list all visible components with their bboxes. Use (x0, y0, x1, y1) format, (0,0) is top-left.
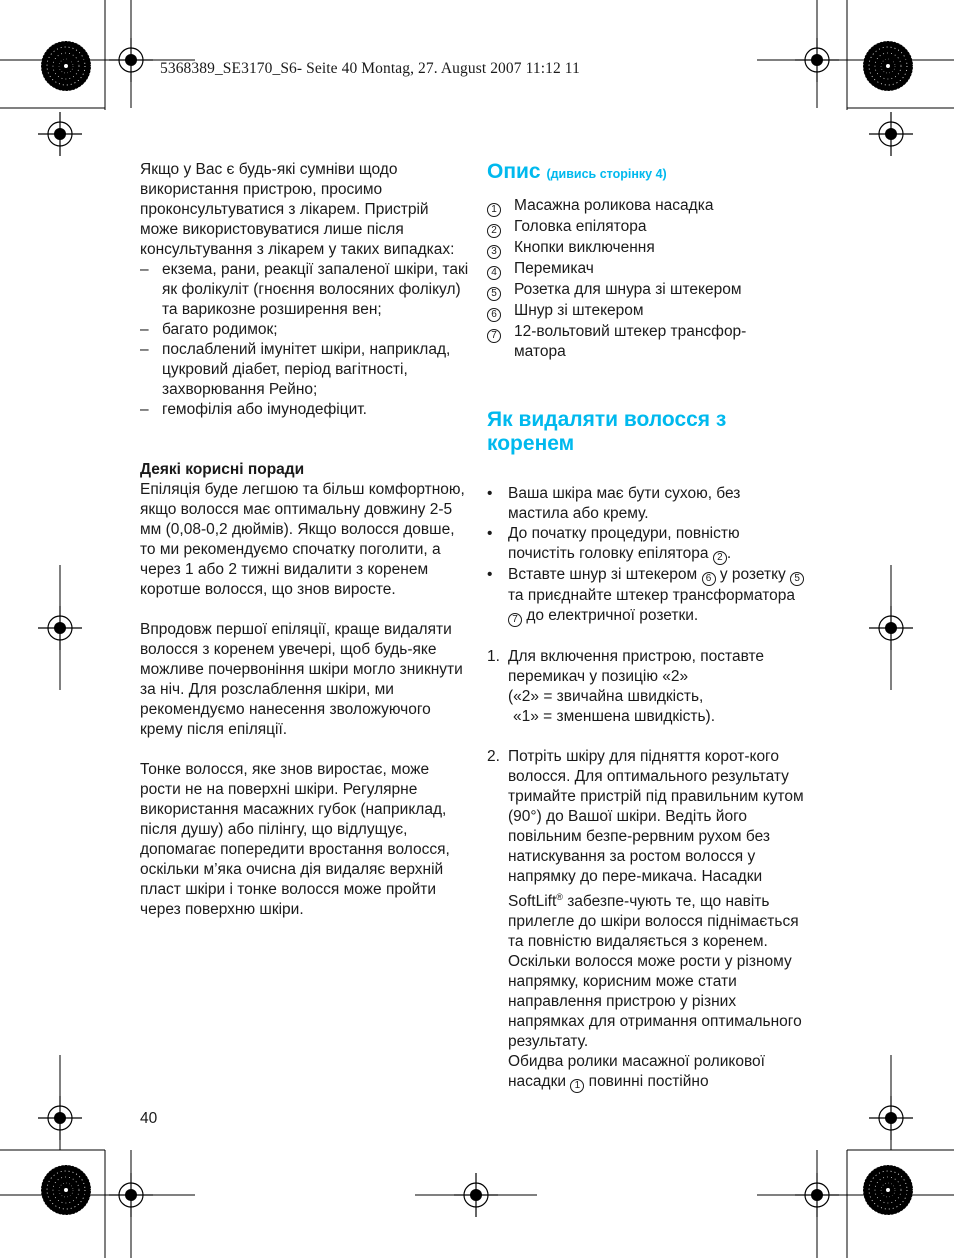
part-number: 1 (487, 203, 501, 217)
part-label: Перемикач (514, 260, 594, 277)
prep-text-part: у розетку (719, 566, 786, 583)
step-text-part: повинні постійно (588, 1073, 709, 1091)
step-number: 2. (487, 748, 500, 765)
part-label: Розетка для шнура зі штекером (514, 281, 742, 298)
prep-text-end: . (726, 545, 732, 562)
part-number: 6 (487, 308, 501, 322)
step-number: 1. (487, 648, 500, 665)
registration-star-icon (863, 1165, 913, 1215)
part-item (487, 196, 817, 217)
registration-star-icon (863, 41, 913, 91)
ref-number: 1 (570, 1079, 584, 1093)
part-item (487, 217, 817, 238)
crosshair-icon (38, 112, 82, 156)
prep-text (508, 524, 798, 565)
part-item (487, 259, 817, 280)
prep-item (487, 524, 817, 565)
step-text-part: забезпе-чують те, що навіть прилегле до шкіри волосся піднімається та повністю видаляється з коренем. Оскільки волосся може рости у різному напрямку, корисним може стати направлення пристрою у різних напрямках для отримання оптимального результату. (508, 893, 802, 1051)
tips-paragraph: Епіляція буде легшою та більш комфортною, якщо волосся має оптимальну довжину 2-5 мм (0,08-0,2 дюймів). Якщо волосся довше, то ми рекомендуємо спочатку поголити, а через 1 або 2 тижні видалити з коренем коротше волосся, що знов виросте. (140, 481, 465, 598)
right-column (487, 160, 817, 1093)
part-number: 4 (487, 266, 501, 280)
crosshair-icon (454, 1173, 498, 1217)
step-item (487, 747, 817, 1093)
part-item (487, 280, 817, 301)
part-label: 12-вольтовий штекер трансфор-матора (514, 323, 747, 360)
part-item (487, 322, 817, 362)
condition-text: послаблений імунітет шкіри, наприклад, цукровий діабет, період вагітності, захворювання Рейно; (162, 341, 451, 398)
crosshair-icon (869, 112, 913, 156)
crosshair-icon (869, 1096, 913, 1140)
condition-item (140, 340, 470, 400)
crosshair-icon (109, 38, 153, 82)
howto-heading: Як видаляти волосся з коренем (487, 408, 727, 455)
prep-text: Ваша шкіра має бути сухою, без мастила або крему. (508, 485, 741, 522)
part-item (487, 238, 817, 259)
bullet-marker: • (487, 566, 493, 583)
part-number: 3 (487, 245, 501, 259)
dash-marker: – (140, 401, 149, 418)
prep-text-part: До початку процедури, повністю почистіть головку епілятора (508, 525, 740, 562)
crosshair-icon (38, 1096, 82, 1140)
dash-marker: – (140, 341, 149, 358)
part-number: 7 (487, 329, 501, 343)
prep-item (487, 565, 817, 627)
part-label: Кнопки виключення (514, 239, 655, 256)
crosshair-icon (109, 1173, 153, 1217)
step-text-part: Обидва ролики масажної роликової насадки (508, 1053, 765, 1091)
step-text (508, 647, 808, 727)
ref-number: 2 (713, 551, 727, 565)
ref-number: 5 (790, 572, 804, 586)
step-text-part: («2» = звичайна швидкість, (508, 688, 704, 705)
ref-number: 7 (508, 613, 522, 627)
page-number: 40 (140, 1110, 158, 1127)
step-text-part: Потріть шкіру для підняття корот-кого волосся. Для оптимального результату тримайте пристрій під правильним кутом (90°) до Вашої шкіри. Ведіть його повільним безпе-рервним рухом без натискування за ростом волосся у напрямку до пере-микача. Насадки SoftLift (508, 748, 804, 911)
tips-title: Деякі корисні поради (140, 461, 305, 478)
tips-paragraph: Тонке волосся, яке знов виростає, може рости не на поверхні шкіри. Регулярне використання масажних губок (наприклад, після душу) або пілінгу, що відлущує, допомагає попередити вростання волосся, оскільки м’яка очисна дія видаляє верхній пласт шкіри і тонке волосся може пройти через поверхню шкіри. (140, 761, 450, 918)
crosshair-icon (795, 38, 839, 82)
prep-item (487, 484, 817, 524)
prep-text-part: та приєднайте штекер трансформатора (508, 587, 796, 604)
registration-star-icon (41, 1165, 91, 1215)
prep-text-part: до електричної розетки. (526, 607, 699, 624)
registered-mark: ® (556, 892, 563, 902)
condition-text: екзема, рани, реакції запаленої шкіри, такі як фолікуліт (гноєння волосяних фолікул) та варикозне розширення вен; (162, 261, 469, 318)
bullet-marker: • (487, 525, 493, 542)
part-label: Масажна роликова насадка (514, 197, 714, 214)
condition-item (140, 260, 470, 320)
bullet-marker: • (487, 485, 493, 502)
crosshair-icon (795, 1173, 839, 1217)
prep-text (508, 565, 808, 627)
part-number: 2 (487, 224, 501, 238)
tips-paragraph: Впродовж першої епіляції, краще видаляти волосся з коренем увечері, щоб будь-яке можливе почервоніння шкіри могло зникнути за ніч. Для розслаблення шкіри, ми рекомендуємо нанесення зволожуючого крему після епіляції. (140, 621, 463, 738)
part-label: Шнур зі штекером (514, 302, 644, 319)
dash-marker: – (140, 321, 149, 338)
intro-paragraph: Якщо у Вас є будь-які сумніви щодо використання пристрою, просимо проконсультуватися з лікарем. Пристрій може використовуватися лише після консультування з лікарем у таких випадках: (140, 161, 455, 258)
step-text-part: «1» = зменшена швидкість). (513, 708, 715, 725)
part-label: Головка епілятора (514, 218, 647, 235)
condition-item (140, 400, 470, 420)
condition-item (140, 320, 470, 340)
condition-text: багато родимок; (162, 321, 278, 338)
description-title: Опис (487, 160, 541, 183)
condition-text: гемофілія або імунодефіцит. (162, 401, 367, 418)
step-text-part: Для включення пристрою, поставте перемикач у позицію «2» (508, 648, 765, 685)
step-text (508, 747, 812, 1093)
dash-marker: – (140, 261, 149, 278)
part-item (487, 301, 817, 322)
ref-number: 6 (702, 572, 716, 586)
step-item (487, 647, 817, 727)
left-column (140, 160, 470, 920)
description-note: (дивись сторінку 4) (546, 167, 667, 181)
print-slug: 5368389_SE3170_S6- Seite 40 Montag, 27. August 2007 11:12 11 (160, 60, 580, 77)
crosshair-icon (38, 606, 82, 650)
registration-star-icon (41, 41, 91, 91)
crosshair-icon (869, 606, 913, 650)
description-heading (487, 160, 817, 186)
part-number: 5 (487, 287, 501, 301)
prep-text-part: Вставте шнур зі штекером (508, 566, 698, 583)
